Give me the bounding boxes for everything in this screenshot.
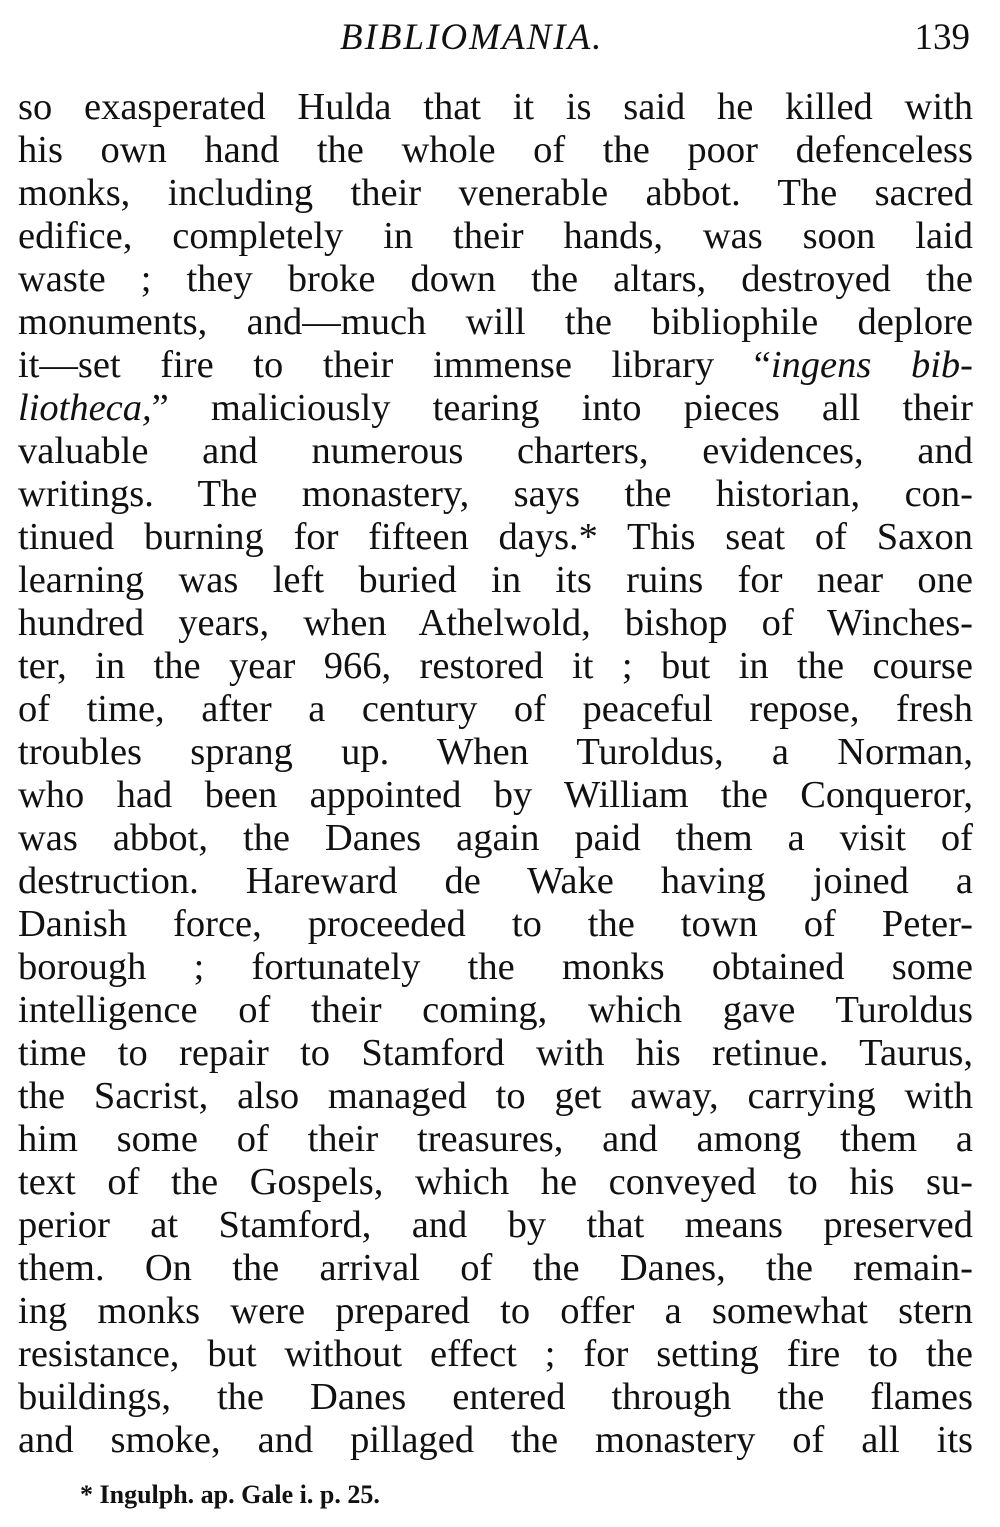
text-segment: ” maliciously tearing into pieces all their [151, 387, 973, 429]
text-line: so exasperated Hulda that it is said he killed with [18, 86, 973, 128]
text-line: borough ; fortunately the monks obtained some [18, 946, 973, 988]
text-line: ter, in the year 966, restored it ; but in the course [18, 645, 973, 687]
text-line: monks, including their venerable abbot. The sacred [18, 172, 973, 214]
text-line: him some of their treasures, and among them a [18, 1118, 973, 1160]
text-line: intelligence of their coming, which gave Turoldus [18, 989, 973, 1031]
text-line: text of the Gospels, which he conveyed to his su- [18, 1161, 973, 1203]
text-line: was abbot, the Danes again paid them a visit of [18, 817, 973, 859]
text-line: time to repair to Stamford with his retinue. Taurus, [18, 1032, 973, 1074]
text-line: troubles sprang up. When Turoldus, a Norman, [18, 731, 973, 773]
text-line: buildings, the Danes entered through the flames [18, 1376, 973, 1418]
italic-latin-phrase: liotheca, [18, 387, 152, 429]
italic-latin-phrase: ingens bib- [770, 344, 973, 386]
text-line: who had been appointed by William the Conqueror, [18, 774, 973, 816]
text-line [18, 344, 973, 387]
text-line: valuable and numerous charters, evidences, and [18, 430, 973, 472]
text-line: hundred years, when Athelwold, bishop of Winches- [18, 602, 973, 644]
page-number: 139 [914, 17, 970, 58]
text-line: the Sacrist, also managed to get away, carrying with [18, 1075, 973, 1117]
body-text [18, 86, 973, 1462]
text-line: them. On the arrival of the Danes, the remain- [18, 1247, 973, 1289]
text-line: waste ; they broke down the altars, destroyed the [18, 258, 973, 300]
page-header [0, 16, 1000, 64]
text-segment: it—set fire to their immense library “ [18, 344, 771, 386]
text-line: edifice, completely in their hands, was soon laid [18, 215, 973, 257]
text-line: tinued burning for fifteen days.* This seat of Saxon [18, 516, 973, 558]
text-line: destruction. Hareward de Wake having joined a [18, 860, 973, 902]
text-line: his own hand the whole of the poor defenceless [18, 129, 973, 171]
text-line: ing monks were prepared to offer a somewhat stern [18, 1290, 973, 1332]
text-line: and smoke, and pillaged the monastery of all its [18, 1419, 973, 1461]
footnote: * Ingulph. ap. Gale i. p. 25. [80, 1480, 380, 1509]
running-title: BIBLIOMANIA. [340, 17, 604, 58]
text-line: Danish force, proceeded to the town of Peter- [18, 903, 973, 945]
text-line: of time, after a century of peaceful repose, fresh [18, 688, 973, 730]
text-line: resistance, but without effect ; for setting fire to the [18, 1333, 973, 1375]
text-line: learning was left buried in its ruins for near one [18, 559, 973, 601]
text-line [18, 387, 973, 430]
text-line: monuments, and—much will the bibliophile deplore [18, 301, 973, 343]
text-line: writings. The monastery, says the historian, con- [18, 473, 973, 515]
text-line: perior at Stamford, and by that means preserved [18, 1204, 973, 1246]
